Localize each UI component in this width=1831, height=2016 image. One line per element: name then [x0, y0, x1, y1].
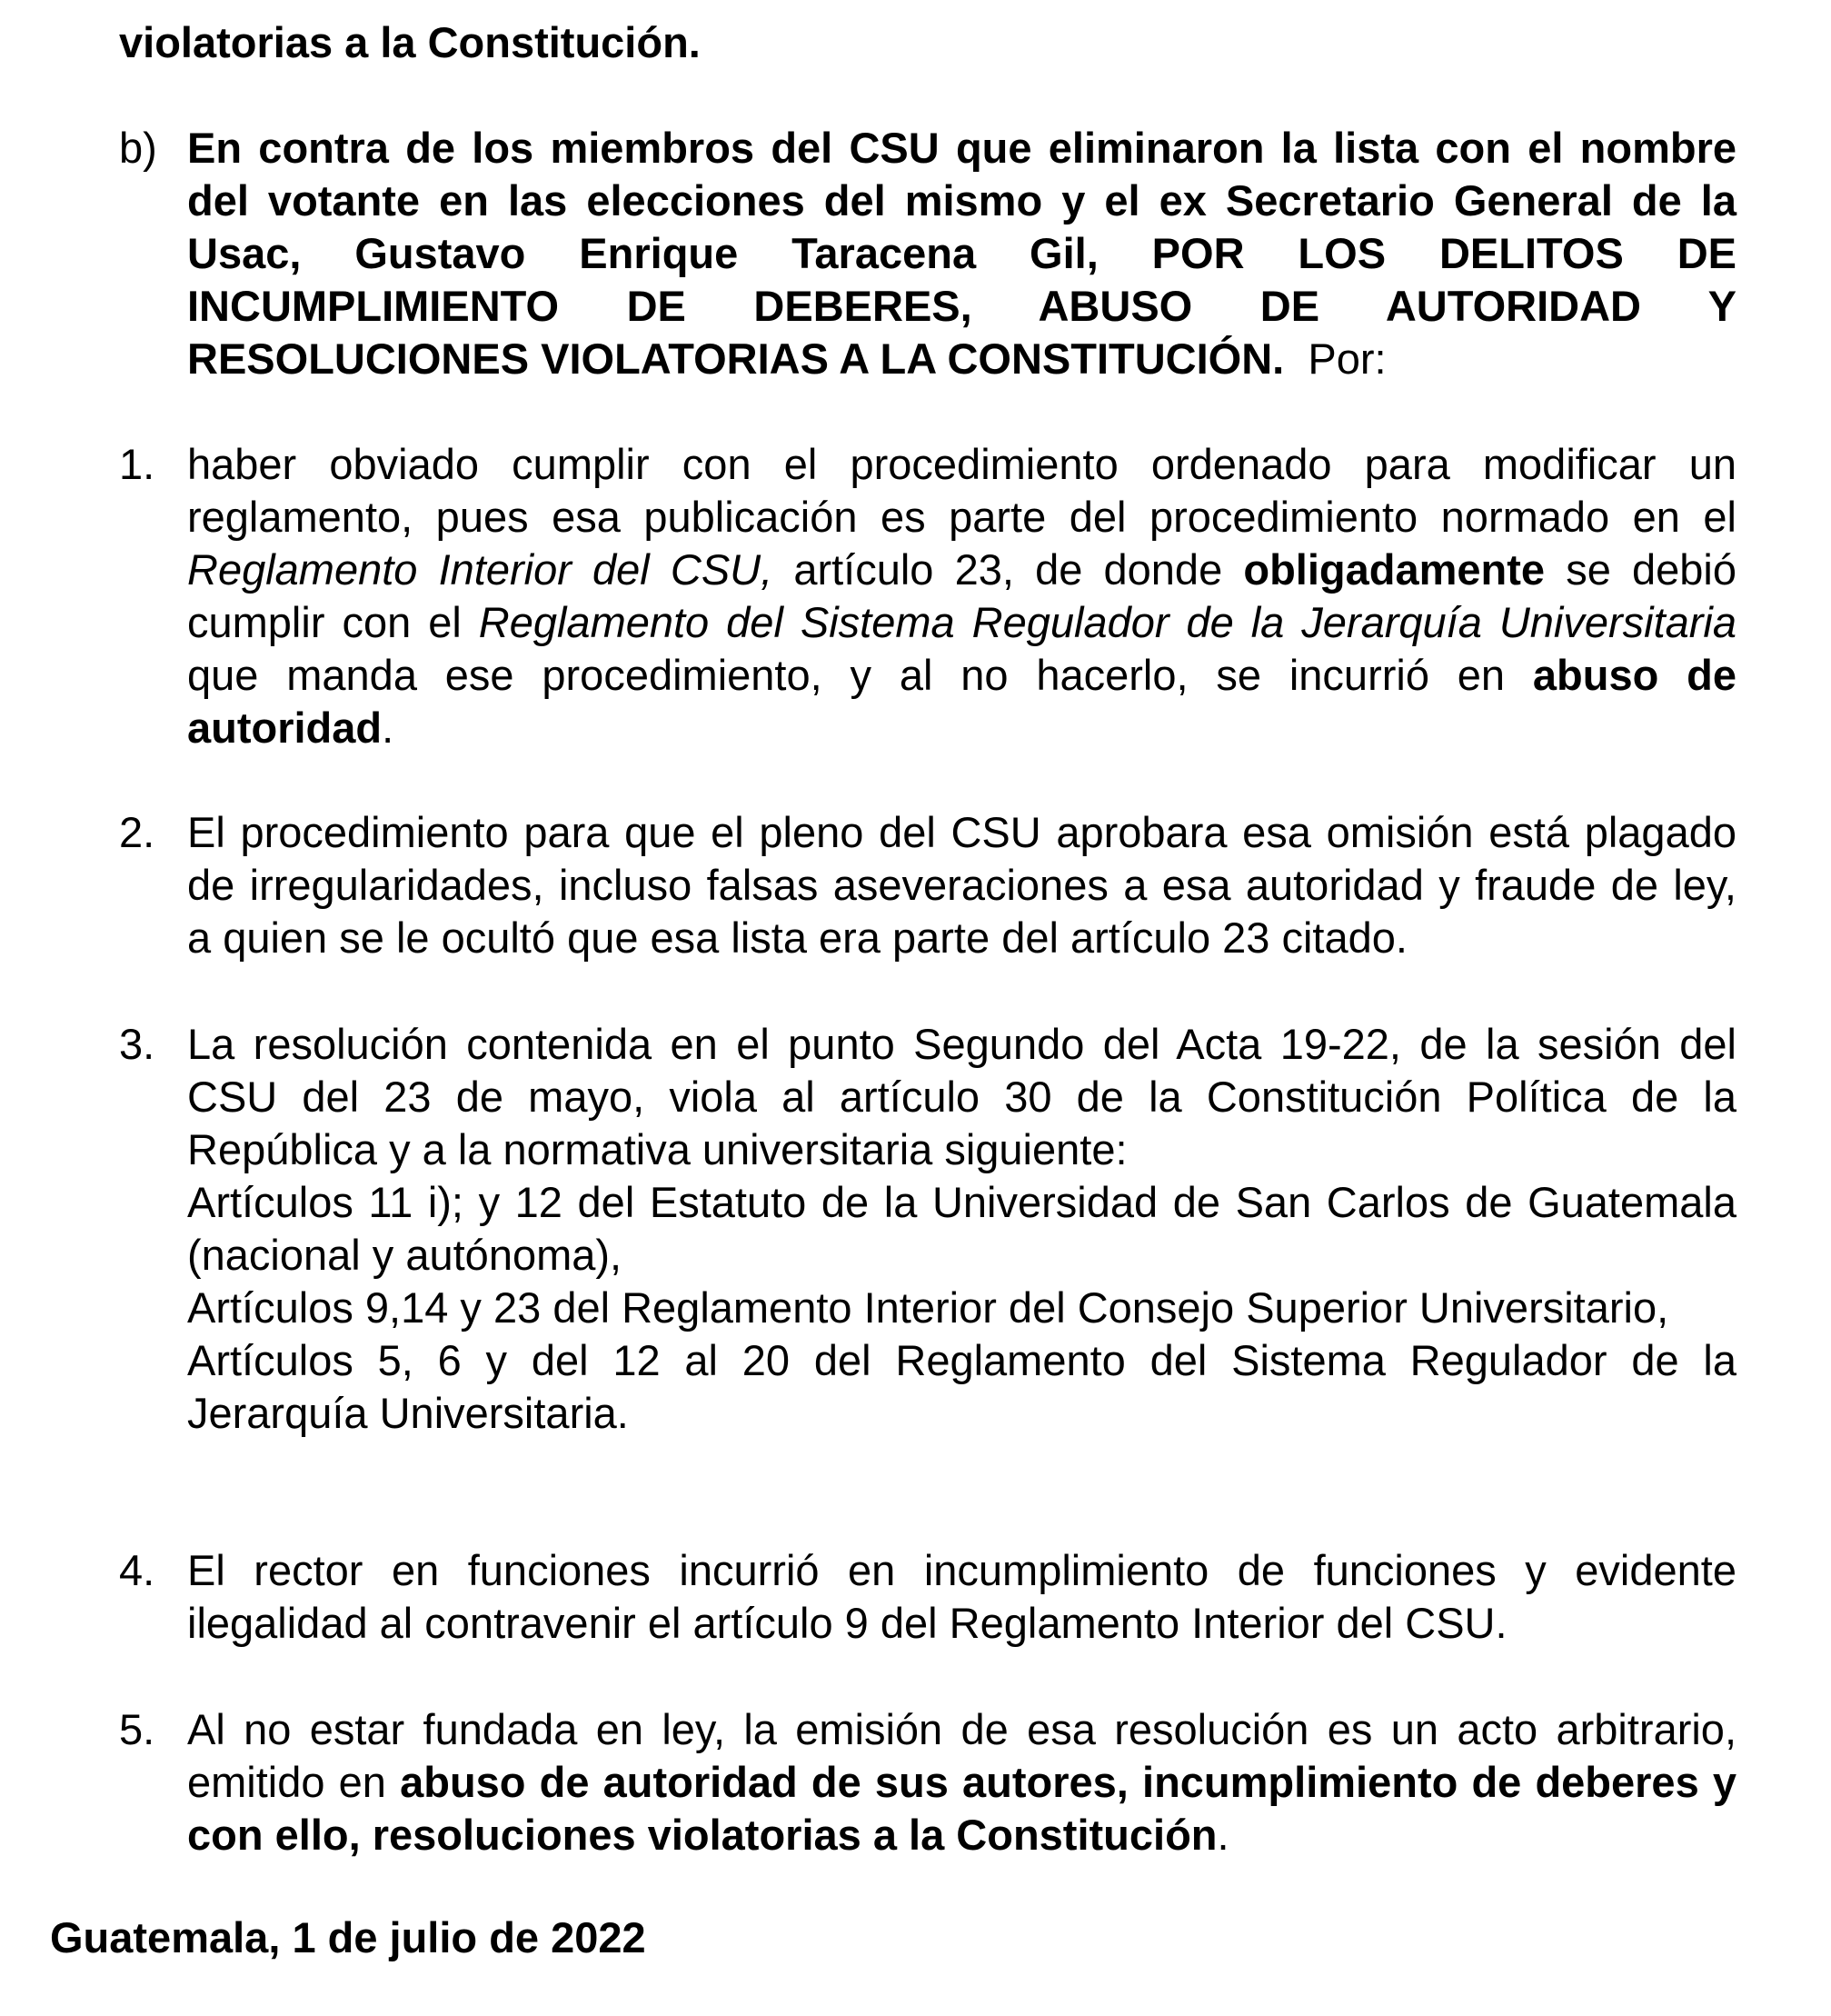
section-b-bold-text: En contra de los miembros del CSU que eliminaron la lista con el nombre del votante en las elecciones del mismo y el ex Secretario General de la Usac, Gustavo Enrique Taracena Gil, POR LOS DELITOS DE INCUMPLIMIENTO DE DEBERES, ABUSO DE AUTORIDAD Y RESOLUCIONES VIOLATORIAS A LA CONSTITUCIÓN.: [187, 124, 1736, 383]
list-item-marker: 4.: [119, 1546, 155, 1594]
bold-emphasis: obligadamente: [1243, 545, 1546, 594]
continuation-line: violatorias a la Constitución.: [119, 18, 701, 66]
text-segment: haber obviado cumplir con el procedimiento ordenado para modificar un reglamento, pues esa publicación es parte del procedimiento normado en el: [187, 440, 1736, 541]
section-b-marker: b): [119, 124, 157, 172]
italic-reference: Reglamento del Sistema Regulador de la Jerarquía Universitaria: [478, 598, 1737, 646]
list-item-body: [187, 1018, 1736, 1440]
list-item-body: El procedimiento para que el pleno del CSU aprobara esa omisión está plagado de irregularidades, incluso falsas aseveraciones a esa autoridad y fraude de ley, a quien se le ocultó que esa lista era parte del artículo 23 citado.: [187, 808, 1736, 962]
list-item-body: [187, 438, 1736, 754]
text-segment: .: [1217, 1811, 1229, 1859]
text-segment: que manda ese procedimiento, y al no hacerlo, se incurrió en: [187, 651, 1533, 699]
section-b-body: [187, 122, 1736, 385]
text-segment: Al no estar fundada en ley, la emisión de esa resolución es un acto arbitrario, emitido en: [187, 1705, 1736, 1806]
list-item-marker: 1.: [119, 440, 155, 488]
list-item-marker: 2.: [119, 808, 155, 856]
item-3-paragraph-2: Artículos 11 i); y 12 del Estatuto de la Universidad de San Carlos de Guatemala (nacional y autónoma),: [187, 1178, 1736, 1279]
list-item-body: [187, 1703, 1736, 1861]
text-segment: artículo 23, de donde: [772, 545, 1244, 594]
item-3-paragraph-1: La resolución contenida en el punto Segundo del Acta 19-22, de la sesión del CSU del 23 de mayo, viola al artículo 30 de la Constitución Política de la República y a la normativa universitaria siguiente:: [187, 1020, 1736, 1173]
list-item-marker: 5.: [119, 1705, 155, 1753]
date-line: Guatemala, 1 de julio de 2022: [50, 1913, 646, 1961]
text-segment: se debió cumplir con el: [187, 545, 1736, 646]
list-item-body: El rector en funciones incurrió en incumplimiento de funciones y evidente ilegalidad al contravenir el artículo 9 del Reglamento Interior del CSU.: [187, 1546, 1736, 1647]
item-3-paragraph-3: Artículos 9,14 y 23 del Reglamento Interior del Consejo Superior Universitario,: [187, 1283, 1669, 1332]
bold-emphasis: abuso de autoridad de sus autores, incumplimiento de deberes y con ello, resoluciones violatorias a la Constitución: [187, 1758, 1736, 1859]
item-3-paragraph-4: Artículos 5, 6 y del 12 al 20 del Reglamento del Sistema Regulador de la Jerarquía Universitaria.: [187, 1336, 1736, 1437]
list-item-marker: 3.: [119, 1020, 155, 1068]
section-b-trailing-text: Por:: [1308, 334, 1387, 383]
italic-reference: Reglamento Interior del CSU,: [187, 545, 773, 594]
bold-emphasis: abuso de autoridad: [187, 651, 1736, 752]
text-segment: .: [382, 704, 394, 752]
